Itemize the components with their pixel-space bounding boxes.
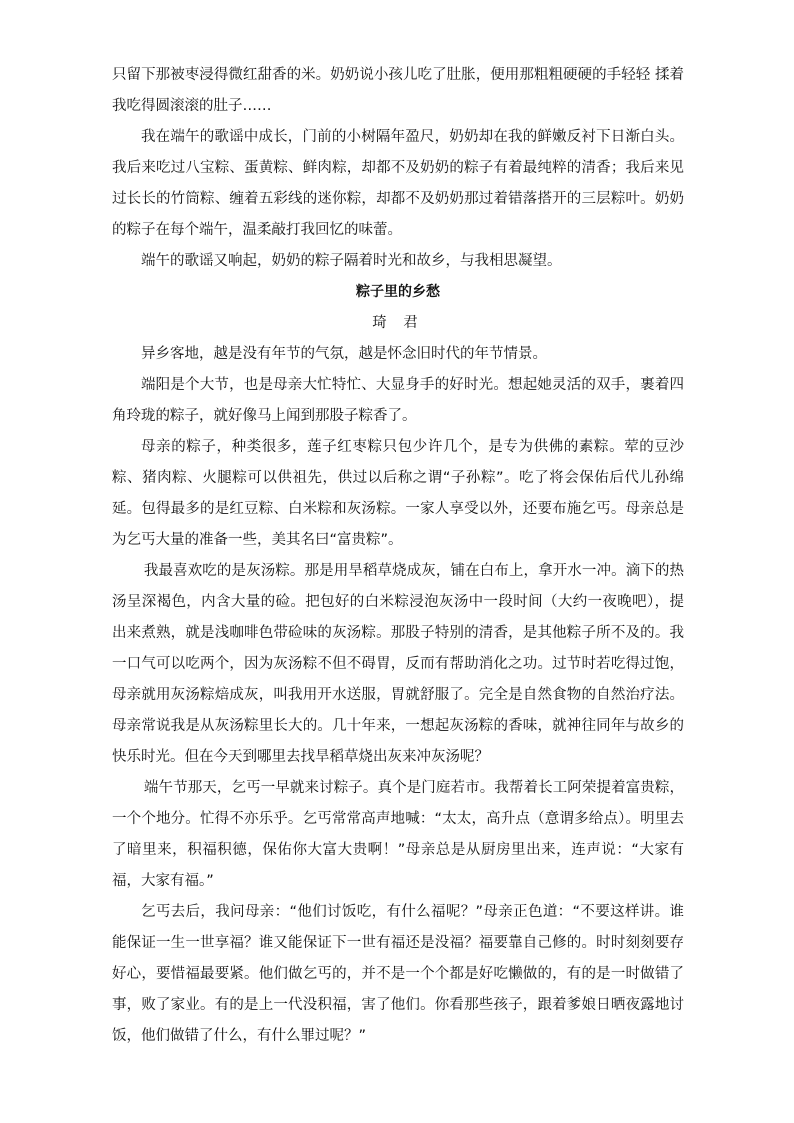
paragraph-continued: 只留下那被枣浸得微红甜香的米。奶奶说小孩儿吃了肚胀，便用那粗粗硬硬的手轻轻 揉着我吃得圆滚滚的肚子…… <box>112 67 684 114</box>
article-title: 粽子里的乡愁 <box>356 284 440 300</box>
paragraph-growing-up: 我在端午的歌谣中成长，门前的小树隔年盈尺，奶奶却在我的鲜嫩反衬下日渐白头。我后来吃过八宝粽、蛋黄粽、鲜肉粽，却都不及奶奶的粽子有着最纯粹的清香；我后来见过长长的竹筒粽、缠着五彩线的迷你粽，却都不及奶奶那过着错落搭开的三层粽叶。奶奶的粽子在每个端午，温柔敲打我回忆的味蕾。 <box>112 129 684 238</box>
paragraph-1: 异乡客地，越是没有年节的气氛，越是怀念旧时代的年节情景。 <box>141 346 547 362</box>
paragraph-4: 我最喜欢吃的是灰汤粽。那是用旱稻草烧成灰，铺在白布上，拿开水一冲。滴下的热汤呈深褐色，内含大量的硷。把包好的白米粽浸泡灰汤中一段时间（大约一夜晚吧），提出来煮熟，就是浅咖啡色带硷味的灰汤粽。那股子特别的清香，是其他粽子所不及的。我一口气可以吃两个，因为灰汤粽不但不碍胃，反而有帮助消化之功。过节时若吃得过饱，母亲就用灰汤粽焙成灰，叫我用开水送服，胃就舒服了。完全是自然食物的自然治疗法。母亲常说我是从灰汤粽里长大的。几十年来，一想起灰汤粽的香味，就神往同年与故乡的快乐时光。但在今天到哪里去找旱稻草烧出灰来冲灰汤呢？ <box>112 563 684 765</box>
paragraph-6: 乞丐去后，我问母亲：“他们讨饭吃，有什么福呢？”母亲正色道：“不要这样讲。谁能保证一生一世享福？谁又能保证下一世有福还是没福？福要靠自己修的。时时刻刻要存好心，要惜福最要紧。他们做乞丐的，并不是一个个都是好吃懒做的，有的是一时做错了事，败了家业。有的是上一代没积福，害了他们。你看那些孩子，跟着爹娘日晒夜露地讨饭，他们做错了什么，有什么罪过呢？” <box>112 904 684 1044</box>
paragraph-5: 端午节那天，乞丐一早就来讨粽子。真个是门庭若市。我帮着长工阿荣提着富贵粽，一个个地分。忙得不亦乐乎。乞丐常常高声地喊：“太太，高升点（意谓多给点）。明里去了暗里来，积福积德，保佑你大富大贵啊！”母亲总是从厨房里出来，连声说：“大家有福，大家有福。” <box>112 780 684 889</box>
paragraph-2: 端阳是个大节，也是母亲大忙特忙、大显身手的好时光。想起她灵活的双手，裹着四角玲珑的粽子，就好像马上闻到那股子粽香了。 <box>112 377 684 424</box>
paragraph-3: 母亲的粽子，种类很多，莲子红枣粽只包少许几个，是专为供佛的素粽。荤的豆沙粽、猪肉粽、火腿粽可以供祖先，供过以后称之谓“子孙粽”。吃了将会保佑后代儿孙绵延。包得最多的是红豆粽、白米粽和灰汤粽。一家人享受以外，还要布施乞丐。母亲总是为乞丐大量的准备一些，美其名曰“富贵粽”。 <box>112 439 684 548</box>
article-author: 琦 君 <box>372 315 424 331</box>
paragraph-closing: 端午的歌谣又响起，奶奶的粽子隔着时光和故乡，与我相思凝望。 <box>141 253 562 269</box>
document-page <box>112 60 684 1052</box>
